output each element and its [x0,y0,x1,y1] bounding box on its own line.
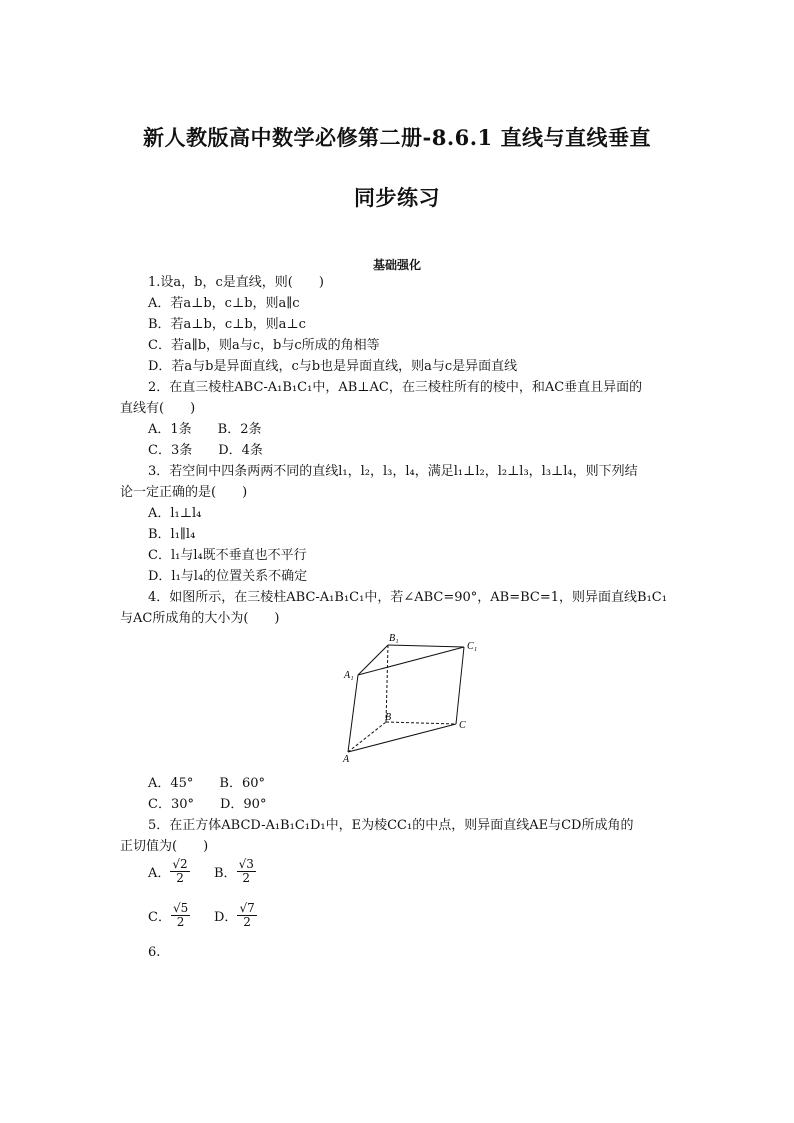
q2-stem-line-1: 2．在直三棱柱ABC-A₁B₁C₁中，AB⊥AC，在三棱柱所有的棱中，和AC垂直且异面的 [148,380,643,395]
edge-b1-b [386,645,388,722]
q5-option-b-fraction [237,858,256,885]
label-a1: A₁ [344,670,354,681]
q4-options-cd: C．30° D．90° [148,797,267,812]
q5-c-numerator: √5 [172,901,189,915]
q5-option-c [148,902,190,929]
q4-options-ab: A．45° B．60° [148,776,266,791]
label-c1: C₁ [467,641,478,652]
q5-option-d-label: D． [214,910,238,925]
title-line-2: 同步练习 [354,185,440,210]
q5-option-b [214,858,256,885]
edge-a1-c1 [358,647,464,675]
q1-stem: 1.设a，b，c是直线，则( ) [148,275,324,290]
q5-a-denominator: 2 [176,871,184,885]
edge-b-c [386,722,456,724]
q3-option-a: A．l₁⊥l₄ [148,506,202,521]
q3-option-d: D．l₁与l₄的位置关系不确定 [148,569,308,584]
q5-option-c-fraction [171,902,190,929]
q5-option-a-fraction [170,858,189,885]
q3-option-c: C．l₁与l₄既不垂直也不平行 [148,548,307,563]
edge-c1-c [456,647,464,724]
q5-option-a [148,858,190,885]
label-c: C [459,720,466,731]
q5-b-denominator: 2 [242,871,251,885]
label-b1: B₁ [389,633,399,644]
q5-option-c-label: C． [148,910,171,925]
q2-options-ab: A．1条 B．2条 [148,422,262,437]
q1-option-c: C．若a∥b，则a与c，b与c所成的角相等 [148,338,380,353]
q5-option-a-label: A． [148,866,171,881]
q5-d-numerator: √7 [239,901,255,915]
label-b: B [385,712,392,723]
q4-stem-line-1: 4．如图所示，在三棱柱ABC-A₁B₁C₁中，若∠ABC=90°，AB=BC=1，则异面直线B₁C₁ [148,590,667,605]
q1-option-d: D．若a与b是异面直线，c与b也是异面直线，则a与c是异面直线 [148,359,518,374]
q3-option-b: B．l₁∥l₄ [148,527,196,542]
q5-option-b-label: B． [214,866,237,881]
q6-stem: 6. [148,945,161,960]
title-line-1: 新人教版高中数学必修第二册-8.6.1 直线与直线垂直 [143,125,651,150]
q5-b-numerator: √3 [238,857,254,871]
section-heading: 基础强化 [372,258,421,272]
edge-a1-b1 [358,645,388,675]
q3-stem-line-2: 论一定正确的是( ) [120,485,248,500]
q5-d-denominator: 2 [243,915,251,929]
edge-a-c [348,724,456,752]
q5-option-d [214,902,257,929]
q5-stem-line-2: 正切值为( ) [120,839,209,854]
q5-c-denominator: 2 [176,915,185,929]
q5-a-numerator: √2 [172,857,188,871]
label-a: A [343,754,350,765]
q3-stem-line-1: 3．若空间中四条两两不同的直线l₁，l₂，l₃，l₄，满足l₁⊥l₂，l₂⊥l₃，l₃⊥l₄，则下列结 [148,464,638,479]
q5-option-d-fraction [237,902,256,929]
q1-option-a: A．若a⊥b，c⊥b，则a∥c [148,296,300,311]
q2-stem-line-2: 直线有( ) [120,401,196,416]
q2-options-cd: C．3条 D．4条 [148,443,263,458]
edge-b1-c1 [388,645,464,647]
q4-stem-line-2: 与AC所成角的大小为( ) [120,611,280,626]
prism-figure [340,628,490,772]
q5-stem-line-1: 5．在正方体ABCD-A₁B₁C₁D₁中，E为棱CC₁的中点，则异面直线AE与CD所成角的 [148,818,634,833]
q1-option-b: B．若a⊥b，c⊥b，则a⊥c [148,317,306,332]
edge-a1-a [348,675,358,752]
